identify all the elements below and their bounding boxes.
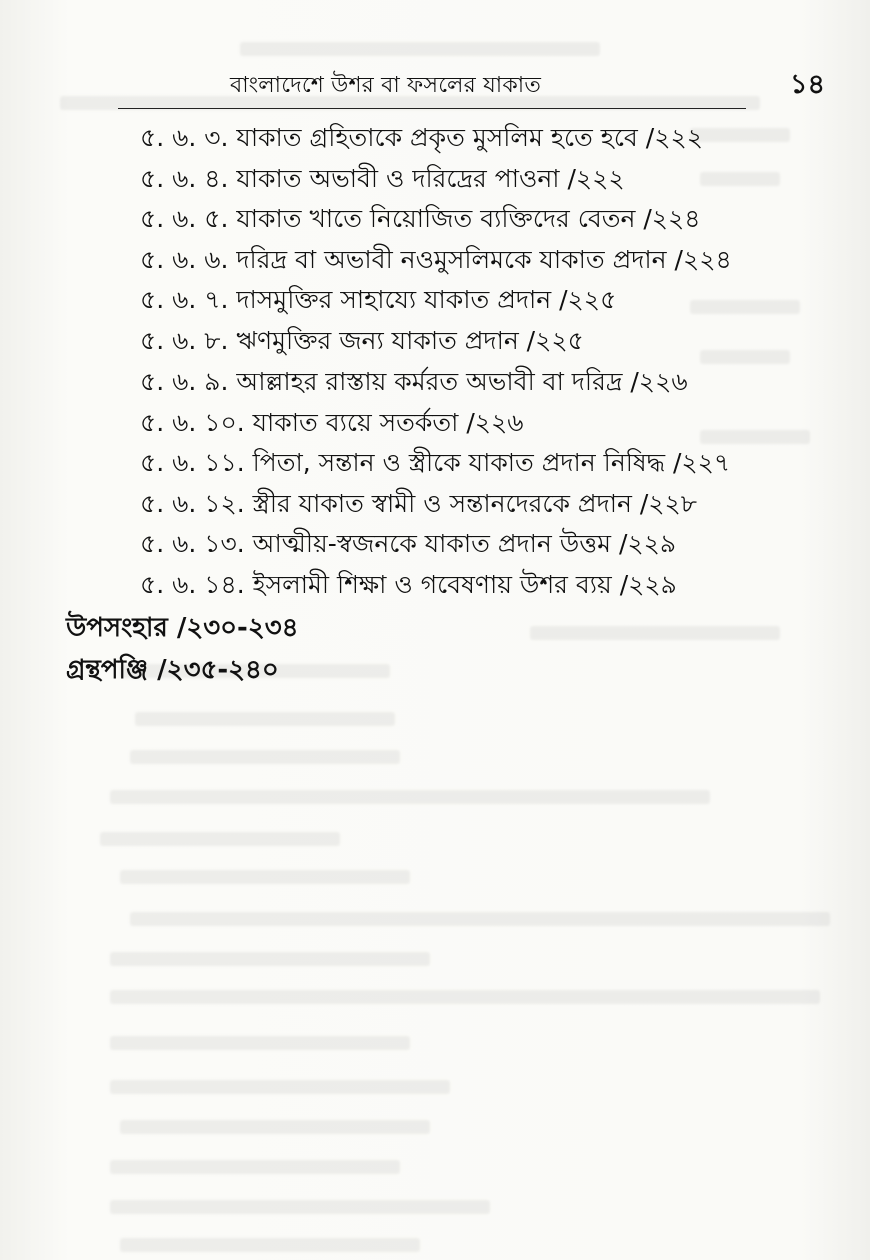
toc-entry: ৫. ৬. ৪. যাকাত অভাবী ও দরিদ্রের পাওনা /২২২ <box>140 164 625 193</box>
toc-entry: ৫. ৬. ৯. আল্লাহর রাস্তায় কর্মরত অভাবী বা দরিদ্র /২২৬ <box>140 367 688 396</box>
header-rule <box>118 108 746 109</box>
toc-entry-conclusion: উপসংহার /২৩০-২৩৪ <box>66 613 299 643</box>
toc-entry-bibliography: গ্রন্থপঞ্জি /২৩৫-২৪০ <box>66 655 279 685</box>
toc-entry: ৫. ৬. ১৪. ইসলামী শিক্ষা ও গবেষণায় উশর ব্যয় /২২৯ <box>140 570 677 599</box>
toc-entry: ৫. ৬. ৮. ঋণমুক্তির জন্য যাকাত প্রদান /২২৫ <box>140 326 584 355</box>
page-header <box>0 68 870 108</box>
toc-entry: ৫. ৬. ১৩. আত্মীয়-স্বজনকে যাকাত প্রদান উত্তম /২২৯ <box>140 529 677 558</box>
toc-entry: ৫. ৬. ৩. যাকাত গ্রহিতাকে প্রকৃত মুসলিম হতে হবে /২২২ <box>140 123 703 152</box>
toc-entry: ৫. ৬. ৫. যাকাত খাতে নিয়োজিত ব্যক্তিদের বেতন /২২৪ <box>140 204 701 233</box>
toc-entry: ৫. ৬. ১২. স্ত্রীর যাকাত স্বামী ও সন্তানদেরকে প্রদান /২২৮ <box>140 489 697 518</box>
toc-entry: ৫. ৬. ১১. পিতা, সন্তান ও স্ত্রীকে যাকাত প্রদান নিষিদ্ধ /২২৭ <box>140 448 731 477</box>
running-title: বাংলাদেশে উশর বা ফসলের যাকাত <box>230 73 542 98</box>
toc-entry: ৫. ৬. ১০. যাকাত ব্যয়ে সতর্কতা /২২৬ <box>140 408 524 437</box>
toc-entry: ৫. ৬. ৭. দাসমুক্তির সাহায্যে যাকাত প্রদান /২২৫ <box>140 285 617 314</box>
page-number: ১৪ <box>790 69 826 100</box>
toc-entry: ৫. ৬. ৬. দরিদ্র বা অভাবী নওমুসলিমকে যাকাত প্রদান /২২৪ <box>140 245 732 274</box>
